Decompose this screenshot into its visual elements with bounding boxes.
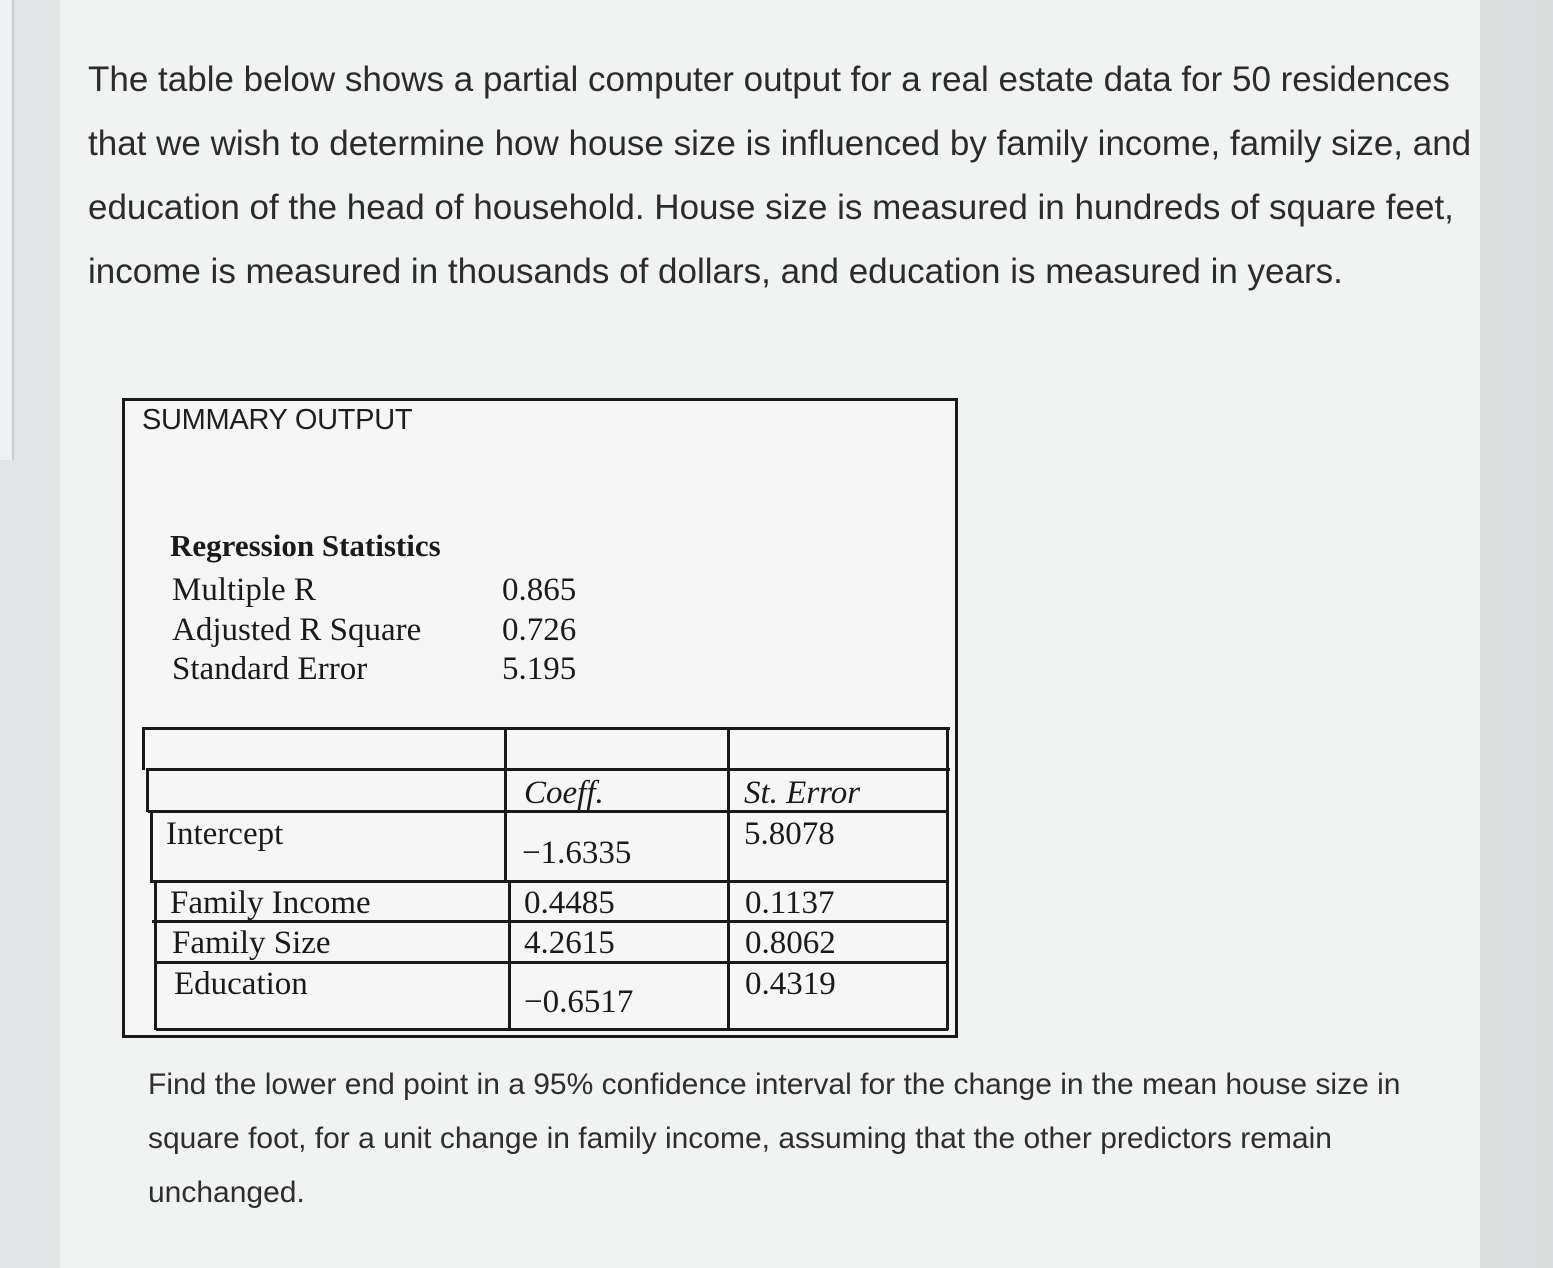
table-line-left-top <box>142 727 145 770</box>
stat-value-adjusted-r-square: 0.726 <box>502 612 577 648</box>
table-line-col1-upper <box>504 727 507 882</box>
row-name-education: Education <box>174 966 308 1002</box>
row-name-intercept: Intercept <box>166 816 284 852</box>
table-line-col2 <box>727 727 730 1030</box>
header-coeff: Coeff. <box>524 775 604 811</box>
left-window-edge <box>0 0 14 460</box>
table-line-header-top <box>146 768 950 771</box>
table-line-left-lower <box>154 880 157 1030</box>
row-coeff-intercept: −1.6335 <box>522 835 632 871</box>
table-line-left-intercept <box>150 810 153 882</box>
regression-statistics-heading: Regression Statistics <box>170 528 441 563</box>
row-name-family-income: Family Income <box>170 885 371 921</box>
stat-value-standard-error: 5.195 <box>502 651 577 687</box>
table-line-col1-lower <box>508 880 511 1030</box>
table-line-intercept-bottom <box>150 880 948 883</box>
row-coeff-family-income: 0.4485 <box>524 885 615 921</box>
summary-output-title: SUMMARY OUTPUT <box>142 404 413 436</box>
stat-label-adjusted-r-square: Adjusted R Square <box>172 612 422 648</box>
row-coeff-education: −0.6517 <box>524 984 634 1020</box>
table-line-right <box>946 727 949 1030</box>
row-st-error-family-income: 0.1137 <box>745 885 835 921</box>
row-name-family-size: Family Size <box>172 925 331 961</box>
problem-intro-text: The table below shows a partial computer output for a real estate data for 50 residences that we wish to determine how house size is influenced by family income, family size, and education of the head of household. House size is measured in hundreds of square feet, income is measured in thousands of dollars, and education is measured in years. <box>88 60 1472 291</box>
table-line-top <box>142 727 950 730</box>
row-st-error-education: 0.4319 <box>745 966 836 1002</box>
stat-label-multiple-r: Multiple R <box>172 572 316 608</box>
question-text: Find the lower end point in a 95% confidence interval for the change in the mean house size in square foot, for a unit change in family income, assuming that the other predictors remain unchanged. <box>148 1068 1401 1209</box>
stat-value-multiple-r: 0.865 <box>502 572 577 608</box>
row-st-error-intercept: 5.8078 <box>744 816 835 852</box>
row-st-error-family-size: 0.8062 <box>745 925 836 961</box>
table-line-bottom <box>156 1028 948 1031</box>
header-st-error: St. Error <box>744 775 861 811</box>
stat-label-standard-error: Standard Error <box>172 651 368 687</box>
table-line-left-header <box>146 768 149 812</box>
row-coeff-family-size: 4.2615 <box>524 925 615 961</box>
